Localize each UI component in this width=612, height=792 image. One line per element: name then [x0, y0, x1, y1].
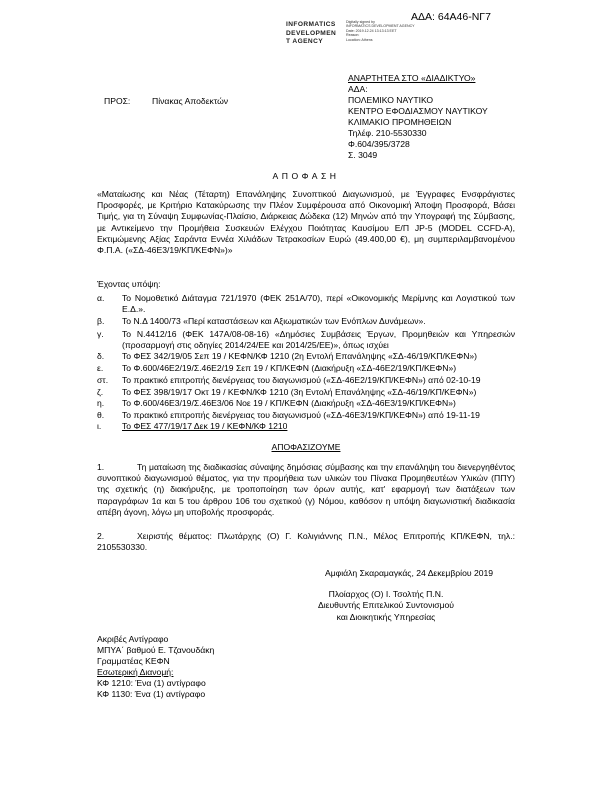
p1-number: 1. [97, 462, 105, 472]
ada-code: ΑΔΑ: 64Α46-ΝΓ7 [411, 11, 491, 23]
place-date: Αμφιάλη Σκαραμαγκάς, 24 Δεκεμβρίου 2019 [325, 568, 494, 578]
logo-line-2: DEVELOPMEN [286, 29, 337, 37]
signer-role-1: Διευθυντής Επιτελικού Συντονισμού [317, 600, 455, 610]
ref-label-c: γ. [97, 329, 104, 339]
org-line-1: ΠΟΛΕΜΙΚΟ ΝΑΥΤΙΚΟ [348, 95, 434, 105]
p2-number: 2. [97, 531, 105, 541]
org-line-3: ΚΛΙΜΑΚΙΟ ΠΡΟΜΗΘΕΙΩΝ [348, 117, 452, 127]
ref-item-a: Το Νομοθετικό Διάταγμα 721/1970 (ΦΕΚ 251Α/70), περί «Οικονομικής Μερίμνης και Λογιστικού των Ε.Δ.». [122, 293, 515, 315]
decision-paragraph-1: Τη ματαίωση της διαδικασίας σύναψης δημόσιας σύμβασης και την επανάληψη του διενεργηθέντος συνοπτικού διαγωνισμού θέματος, για την προμήθεια των υλικών του Πίνακα Προμηθευτέων Υλικών (ΠΠΥ) της σχετικής (η) διακήρυξης, με τροποποίηση των όρων αυτής, κατ' εφαρμογή των διατάξεων των παραγράφων 1α και 5 του άρθρου 106 του σχετικού (γ) Νόμου, καθόσον η υπόψη διαγωνιστική διαδικασία απέβη άγονη, λόγω μη υποβολής προσφοράς. [97, 462, 515, 517]
anartitea-label: ΑΝΑΡΤΗΤΕΑ ΣΤΟ «ΔΙΑΔΙΚΤΥΟ» [348, 73, 476, 83]
logo-line-1: INFORMATICS [286, 21, 336, 28]
file-ref: Φ.604/395/3728 [348, 139, 410, 149]
decision-paragraph-2: Χειριστής θέματος: Πλωτάρχης (Ο) Γ. Κολιγιάννης Π.Ν., Μέλος Επιτροπής ΚΠ/ΚΕΦΝ, τηλ.: 2105530330. [97, 531, 515, 553]
digital-signature-stamp: Digitally signed by INFORMATICS DEVELOPMENT AGENCY Date: 2019.12.24 13:13:13 EET Reason: Location: Athens [346, 20, 415, 42]
ada-label: ΑΔΑ: [348, 84, 368, 94]
ref-item-h: Το Φ.600/46Ε3/19/Σ.46Ε3/06 Νοε 19 / ΚΠ/ΚΕΦΝ (Διακήρυξη «ΣΔ-46Ε3/19/ΚΠ/ΚΕΦΝ») [122, 398, 456, 408]
ref-item-c: Το Ν.4412/16 (ΦΕΚ 147Α/08-08-16) «Δημόσιες Συμβάσεις Έργων, Προμηθειών και Υπηρεσιών (προσαρμογή στις οδηγίες 2014/24/ΕΕ και 2014/25/ΕΕ)», όπως ισχύει [122, 329, 515, 351]
ref-item-b: Το Ν.Δ 1400/73 «Περί καταστάσεων και Αξιωματικών των Ενόπλων Δυνάμεων». [122, 316, 426, 326]
agency-logo [286, 21, 336, 47]
s-ref: Σ. 3049 [348, 150, 378, 160]
ref-label-a: α. [97, 293, 105, 303]
ref-item-z: Το ΦΕΣ 398/19/17 Οκτ 19 / ΚΕΦΝ/ΚΦ 1210 (3η Εντολή Επανάληψης «ΣΔ-46/19/ΚΠ/ΚΕΦΝ») [122, 387, 477, 397]
signer-role-2: και Διοικητικής Υπηρεσίας [336, 612, 436, 622]
internal-distribution-label: Εσωτερική Διανομή: [97, 667, 174, 677]
org-line-2: ΚΕΝΤΡΟ ΕΦΟΔΙΑΣΜΟΥ ΝΑΥΤΙΚΟΥ [348, 106, 488, 116]
distribution-2: ΚΦ 1130: Ένα (1) αντίγραφο [97, 689, 206, 699]
distribution-1: ΚΦ 1210: Ένα (1) αντίγραφο [97, 678, 206, 688]
ref-item-e: Το Φ.600/46Ε2/19/Σ.46Ε2/19 Σεπ 19 / ΚΠ/ΚΕΦΝ (Διακήρυξη «ΣΔ-46Ε2/19/ΚΠ/ΚΕΦΝ») [122, 363, 457, 373]
ref-label-d: δ. [97, 351, 105, 361]
ref-item-d: Το ΦΕΣ 342/19/05 Σεπ 19 / ΚΕΦΝ/ΚΦ 1210 (2η Εντολή Επανάληψης «ΣΔ-46/19/ΚΠ/ΚΕΦΝ») [122, 351, 478, 361]
decide-heading: ΑΠΟΦΑΣΙΖΟΥΜΕ [271, 442, 341, 452]
decision-subject: «Ματαίωσης και Νέας (Τέταρτη) Επανάληψης Συνοπτικού Διαγωνισμού, με Έγγραφες Ενσφράγιστες Προσφορές, με Κριτήριο Κατακύρωσης την Πλέον Συμφέρουσα από Οικονομική Άποψη Προσφορά, Βάσει Τιμής, για τη Σύναψη Συμφωνίας-Πλαίσιο, Διάρκειας Δώδεκα (12) Μηνών από την Υπογραφή της Σύμβασης, με Αντικείμενο την Προμήθεια Συσκευών Ελέγχου Ποιότητας Καυσίμου Ε/Π JP-5 (MODEL CCFD-A), Εκτιμώμενης Αξίας Σαράντα Εννέα Χιλιάδων Τετρακοσίων Ευρώ (49.400,00 €), μη συμπεριλαμβανομένου Φ.Π.Α. («ΣΔ-46Ε3/19/ΚΠ/ΚΕΦΝ»)» [97, 189, 515, 256]
logo-line-3: T AGENCY [286, 38, 324, 45]
ref-item-st: Το πρακτικό επιτροπής διενέργειας του διαγωνισμού («ΣΔ-46Ε2/19/ΚΠ/ΚΕΦΝ») από 02-10-19 [122, 375, 481, 385]
phone: Τηλέφ. 210-5530330 [348, 128, 427, 138]
ref-label-e: ε. [97, 363, 104, 373]
document-title: ΑΠΟΦΑΣΗ [272, 171, 340, 181]
having-label: Έχοντας υπόψη: [97, 279, 161, 289]
signer-name: Πλοίαρχος (Ο) Ι. Τσολτής Π.Ν. [328, 589, 444, 599]
pros-label: ΠΡΟΣ: [104, 96, 131, 106]
ref-label-th: θ. [97, 410, 105, 420]
true-copy: Ακριβές Αντίγραφο [97, 634, 169, 644]
ref-item-i: Το ΦΕΣ 477/19/17 Δεκ 19 / ΚΕΦΝ/ΚΦ 1210 [122, 421, 288, 431]
ref-label-st: στ. [97, 375, 109, 385]
footer-block [97, 634, 214, 700]
recipient-header [348, 73, 488, 161]
ref-label-i: ι. [97, 421, 102, 431]
ref-item-th: Το πρακτικό επιτροπής διενέργειας του διαγωνισμού («ΣΔ-46Ε3/19/ΚΠ/ΚΕΦΝ») από 19-11-19 [122, 410, 480, 420]
copy-signer: ΜΠΥΑ΄ βαθμού Ε. Τζανουδάκη [97, 645, 215, 655]
pros-value: Πίνακας Αποδεκτών [152, 96, 229, 106]
copy-role: Γραμματέας ΚΕΦΝ [97, 656, 170, 666]
ref-label-b: β. [97, 316, 105, 326]
ref-label-h: η. [97, 398, 105, 408]
ref-label-z: ζ. [97, 387, 104, 397]
